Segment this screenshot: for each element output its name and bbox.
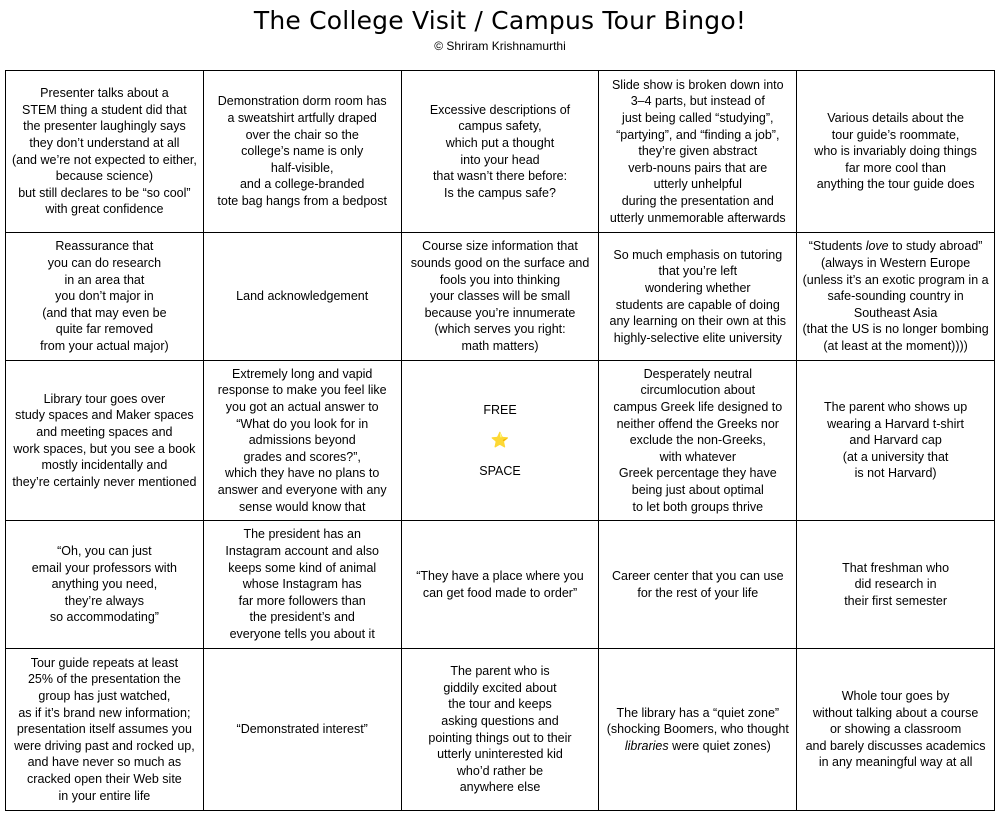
bingo-square-r5c3: The parent who is giddily excited about the tour and keeps asking questions and pointing things out to their utterly uninterested kid who’d rather be anywhere else xyxy=(401,649,599,811)
bingo-square-r5c5: Whole tour goes by without talking about a course or showing a classroom and barely discusses academics in any meaningful way at all xyxy=(797,649,995,811)
bingo-square-r1c5: Various details about the tour guide’s roommate, who is invariably doing things far more cool than anything the tour guide does xyxy=(797,71,995,233)
bingo-square-r4c5: That freshman who did research in their first semester xyxy=(797,521,995,649)
bingo-square-r1c2: Demonstration dorm room has a sweatshirt artfully draped over the chair so the college’s name is only half-visible, and a college-branded tote bag hangs from a bedpost xyxy=(203,71,401,233)
bingo-square-r2c2: Land acknowledgement xyxy=(203,233,401,361)
bingo-square-r5c2: “Demonstrated interest” xyxy=(203,649,401,811)
bingo-grid xyxy=(5,70,995,811)
bingo-row xyxy=(6,649,995,811)
emphasized-word: libraries xyxy=(624,738,669,753)
space-label: SPACE xyxy=(479,463,521,478)
library-text-end: were quiet zones) xyxy=(668,738,771,753)
bingo-square-r1c3: Excessive descriptions of campus safety, which put a thought into your head that wasn’t there before: Is the campus safe? xyxy=(401,71,599,233)
bingo-square-r2c5 xyxy=(797,233,995,361)
free-label: FREE xyxy=(483,402,517,417)
bingo-square-r3c1: Library tour goes over study spaces and Maker spaces and meeting spaces and work spaces, but you see a book mostly incidentally and they’re certainly never mentioned xyxy=(6,361,204,521)
bingo-square-r4c3: “They have a place where you can get food made to order” xyxy=(401,521,599,649)
bingo-square-r4c4: Career center that you can use for the rest of your life xyxy=(599,521,797,649)
bingo-square-r5c4 xyxy=(599,649,797,811)
bingo-square-r2c1: Reassurance that you can do research in an area that you don’t major in (and that may even be quite far removed from your actual major) xyxy=(6,233,204,361)
page-title: The College Visit / Campus Tour Bingo! xyxy=(253,6,747,35)
copyright-notice: © Shriram Krishnamurthi xyxy=(434,39,566,53)
bingo-square-r3c2: Extremely long and vapid response to make you feel like you got an actual answer to “What do you look for in admissions beyond grades and scores?”, which they have no plans to answer and everyone with any sense would know that xyxy=(203,361,401,521)
library-text-start: The library has a “quiet zone” (shocking Boomers, who thought xyxy=(606,705,789,737)
bingo-square-r3c4: Desperately neutral circumlocution about campus Greek life designed to neither offend the Greeks nor exclude the non-Greeks, with whatever Greek percentage they have being just about optimal to let both groups thrive xyxy=(599,361,797,521)
bingo-square-r2c4: So much emphasis on tutoring that you’re left wondering whether students are capable of doing any learning on their own at this highly-selective elite university xyxy=(599,233,797,361)
free-space-square xyxy=(401,361,599,521)
study-abroad-text-start: “Students xyxy=(808,239,866,254)
star-icon: ⭐ xyxy=(490,431,510,449)
bingo-square-r2c3: Course size information that sounds good on the surface and fools you into thinking your classes will be small because you’re innumerate (which serves you right: math matters) xyxy=(401,233,599,361)
bingo-row xyxy=(6,233,995,361)
emphasized-word: love xyxy=(865,239,889,254)
bingo-row xyxy=(6,521,995,649)
bingo-square-r3c5: The parent who shows up wearing a Harvard t-shirt and Harvard cap (at a university that is not Harvard) xyxy=(797,361,995,521)
bingo-square-r1c4: Slide show is broken down into 3–4 parts, but instead of just being called “studying”, “partying”, and “finding a job”, they’re given abstract verb-nouns pairs that are utterly unhelpful during the presentation and utterly unmemorable afterwards xyxy=(599,71,797,233)
bingo-square-r5c1: Tour guide repeats at least 25% of the presentation the group has just watched, as if it’s brand new information; presentation itself assumes you were driving past and rocked up, and have never so much as cracked open their Web site in your entire life xyxy=(6,649,204,811)
bingo-square-r4c2: The president has an Instagram account and also keeps some kind of animal whose Instagram has far more followers than the president’s and everyone tells you about it xyxy=(203,521,401,649)
bingo-square-r1c1: Presenter talks about a STEM thing a student did that the presenter laughingly says they don’t understand at all (and we’re not expected to either, because science) but still declares to be “so cool” with great confidence xyxy=(6,71,204,233)
study-abroad-text-end: to study abroad” (always in Western Europe (unless it’s an exotic program in a safe-sounding country in Southeast Asia (that the US is no longer bombing (at least at the moment)))) xyxy=(802,239,989,353)
bingo-row xyxy=(6,71,995,233)
bingo-square-r4c1: “Oh, you can just email your professors with anything you need, they’re always so accommodating” xyxy=(6,521,204,649)
bingo-row xyxy=(6,361,995,521)
